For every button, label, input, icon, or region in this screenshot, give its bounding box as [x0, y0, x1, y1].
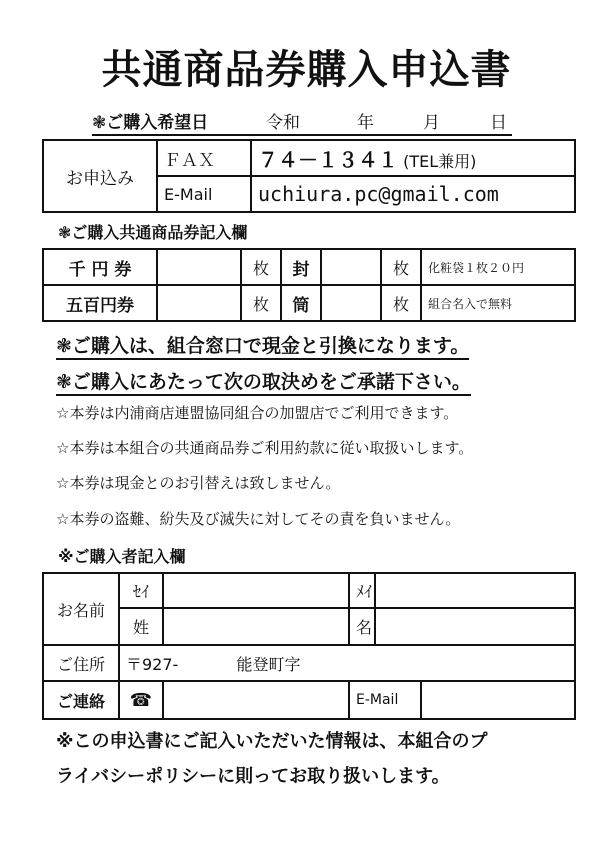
buyer-table: [42, 572, 576, 720]
name-label: お名前: [43, 573, 119, 645]
sei-kana-label: ｾｲ: [119, 573, 163, 608]
rule-item: ☆本券は内浦商店連盟協同組合の加盟店でご利用できます。: [56, 404, 459, 422]
phone-input[interactable]: [163, 681, 349, 719]
contact-label: ご連絡: [43, 681, 119, 719]
page-title: 共通商品券購入申込書: [101, 47, 512, 93]
privacy-notice-line1: ※この申込書にご記入いただいた情報は、本組合のプ: [56, 731, 488, 752]
voucher-type-500: 五百円券: [43, 285, 157, 321]
voucher-table: [42, 248, 576, 322]
notice-cash-exchange: ❃ご購入は、組合窓口で現金と引換になります。: [56, 331, 469, 360]
tube-free-note: 組合名入で無料: [421, 285, 575, 321]
rule-item: ☆本券の盗難、紛失及び滅失に対してその責を負いません。: [56, 510, 461, 528]
month-label: 月: [423, 113, 440, 133]
email-address: uchiura.pc@gmail.com: [251, 176, 575, 212]
town-prefix: 能登町字: [236, 654, 301, 674]
fax-number: ７４－１３４１: [258, 147, 398, 172]
buyer-email-input[interactable]: [422, 682, 574, 718]
sei-input[interactable]: [163, 608, 349, 645]
buyer-section-heading: ※ご購入者記入欄: [58, 547, 186, 566]
envelope-qty[interactable]: [321, 249, 381, 285]
voucher-qty-1000[interactable]: [157, 249, 241, 285]
fax-cell: [251, 140, 575, 176]
year-label: 年: [357, 113, 374, 133]
voucher-section-heading: ❃ご購入共通商品券記入欄: [58, 223, 248, 242]
envelope-unit: 枚: [381, 249, 421, 285]
fax-note: (TEL兼用): [403, 151, 477, 171]
email-group: [349, 681, 575, 719]
phone-icon: ☎: [119, 681, 163, 719]
email-label: E-Mail: [157, 176, 251, 212]
tube-unit: 枚: [381, 285, 421, 321]
buyer-email-label: E-Mail: [350, 682, 422, 718]
envelope-label: 封: [281, 249, 321, 285]
rule-item: ☆本券は現金とのお引替えは致しません。: [56, 474, 341, 492]
envelope-price-note: 化粧袋１枚２０円: [421, 249, 575, 285]
table-row: [43, 285, 575, 321]
voucher-qty-500[interactable]: [157, 285, 241, 321]
era-label: 令和: [266, 113, 300, 133]
mei-label: 名: [349, 608, 375, 645]
table-row: [43, 249, 575, 285]
voucher-unit-1000: 枚: [241, 249, 281, 285]
sei-kana-input[interactable]: [163, 573, 349, 608]
voucher-type-1000: 千 円 券: [43, 249, 157, 285]
contact-table: [42, 139, 576, 213]
tube-qty[interactable]: [321, 285, 381, 321]
purchase-date-label: ❃ご購入希望日: [92, 113, 209, 133]
applicant-label: お申込み: [43, 140, 157, 212]
notice-terms-agreement: ❃ご購入にあたって次の取決めをご承諾下さい。: [56, 367, 471, 396]
purchase-date-line: [92, 106, 512, 136]
privacy-notice-line2: ライバシーポリシーに則ってお取り扱いします。: [56, 766, 450, 787]
fax-label: ＦＡＸ: [157, 140, 251, 176]
rule-item: ☆本券は本組合の共通商品券ご利用約款に従い取扱いします。: [56, 439, 474, 457]
address-label: ご住所: [43, 645, 119, 681]
mei-input[interactable]: [375, 608, 575, 645]
address-field[interactable]: [119, 645, 575, 681]
tube-label: 筒: [281, 285, 321, 321]
day-label: 日: [490, 113, 507, 133]
sei-label: 姓: [119, 608, 163, 645]
mei-kana-label: ﾒｲ: [349, 573, 375, 608]
mei-kana-input[interactable]: [375, 573, 575, 608]
postal-code: 〒927-: [126, 654, 179, 674]
voucher-unit-500: 枚: [241, 285, 281, 321]
